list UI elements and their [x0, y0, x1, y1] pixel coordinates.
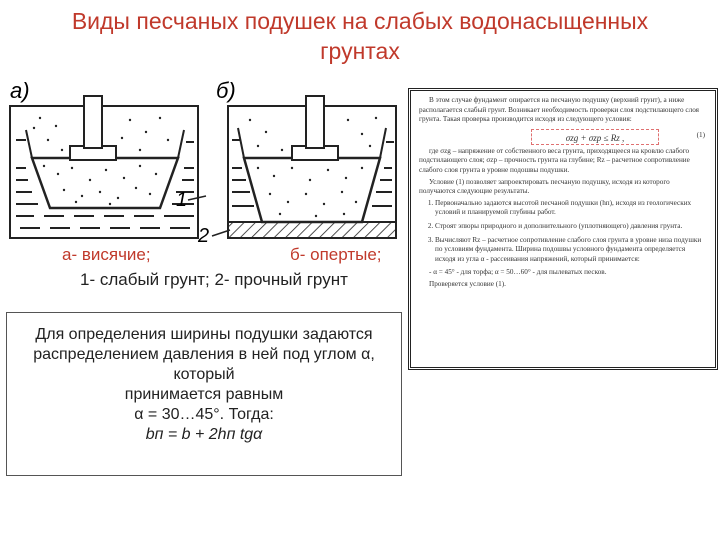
- caption-hanging: а- висячие;: [62, 245, 151, 264]
- info-line-1: Для определения ширины подушки задаются: [35, 326, 373, 343]
- doc-steps-list: [419, 199, 707, 265]
- info-line-3: который: [173, 366, 235, 383]
- caption-soils: 1- слабый грунт; 2- прочный грунт: [80, 270, 348, 289]
- marker-weak-soil: 1: [176, 189, 188, 211]
- doc-formula-row: [419, 127, 707, 147]
- doc-step-1: 1. Первоначально задаются высотой песчаной подушки (hп), исходя из геологических условий и планируемой глубины работ.: [435, 199, 707, 218]
- supported-cushion-diagram: [216, 78, 396, 238]
- doc-note: - α = 45° - для торфа; α = 50…60° - для пылеватых песков.: [429, 268, 607, 277]
- info-line-5: α = 30…45°. Тогда:: [134, 406, 274, 423]
- info-line-4: принимается равным: [124, 386, 284, 403]
- doc-formula: σzg + σzp ≤ Rz ,: [531, 129, 659, 145]
- doc-paragraph-2: где σzg – напряжение от собственного веса грунта, приходящееся на кровлю слабого подстилающего слоя; σzp – прочность грунта на глубине; Rz – расчетное сопротивление слабого слоя грунта в уровне подошвы подушки.: [419, 146, 690, 174]
- diagram-label-a: а): [10, 78, 30, 103]
- caption-supported: б- опертые;: [290, 245, 382, 264]
- document-excerpt: [408, 88, 718, 370]
- sand-cushion-diagram: [0, 70, 400, 250]
- doc-paragraph-1: В этом случае фундамент опирается на песчаную подушку (верхний грунт), а ниже располагается слабый грунт. Возникает необходимость проверки слоя подстилающего слоя грунта. Такая проверка производится исходя из следующего условия:: [419, 96, 699, 124]
- diagram-label-b: б): [216, 78, 236, 103]
- doc-check: Проверяется условие (1).: [429, 279, 506, 288]
- cushion-width-formula: bп = b + 2hп tgα: [145, 426, 263, 443]
- info-line-2: распределением давления в ней под углом α,: [33, 346, 375, 363]
- hanging-cushion-diagram: [10, 78, 198, 238]
- doc-step-2: 2. Строят эпюры природного и дополнительного (уплотняющего) давления грунта.: [435, 222, 707, 232]
- cushion-width-info-box: [6, 312, 402, 476]
- page-title: Виды песчаных подушек на слабых водонасыщенных грунтах: [71, 8, 649, 64]
- marker-strong-soil: 2: [198, 225, 210, 245]
- doc-formula-number: (1): [696, 130, 705, 139]
- doc-paragraph-3: Условие (1) позволяет запроектировать песчаную подушку, исходя из которого получаются следующие результаты.: [419, 177, 670, 196]
- doc-step-3: 3. Вычисляют Rz – расчетное сопротивление слабого слоя грунта в уровне низа подушки по условиям фундамента. Ширина подошвы условного фундамента определяется исходя из угла α - рассеивания напряжений, который принимается:: [435, 236, 707, 265]
